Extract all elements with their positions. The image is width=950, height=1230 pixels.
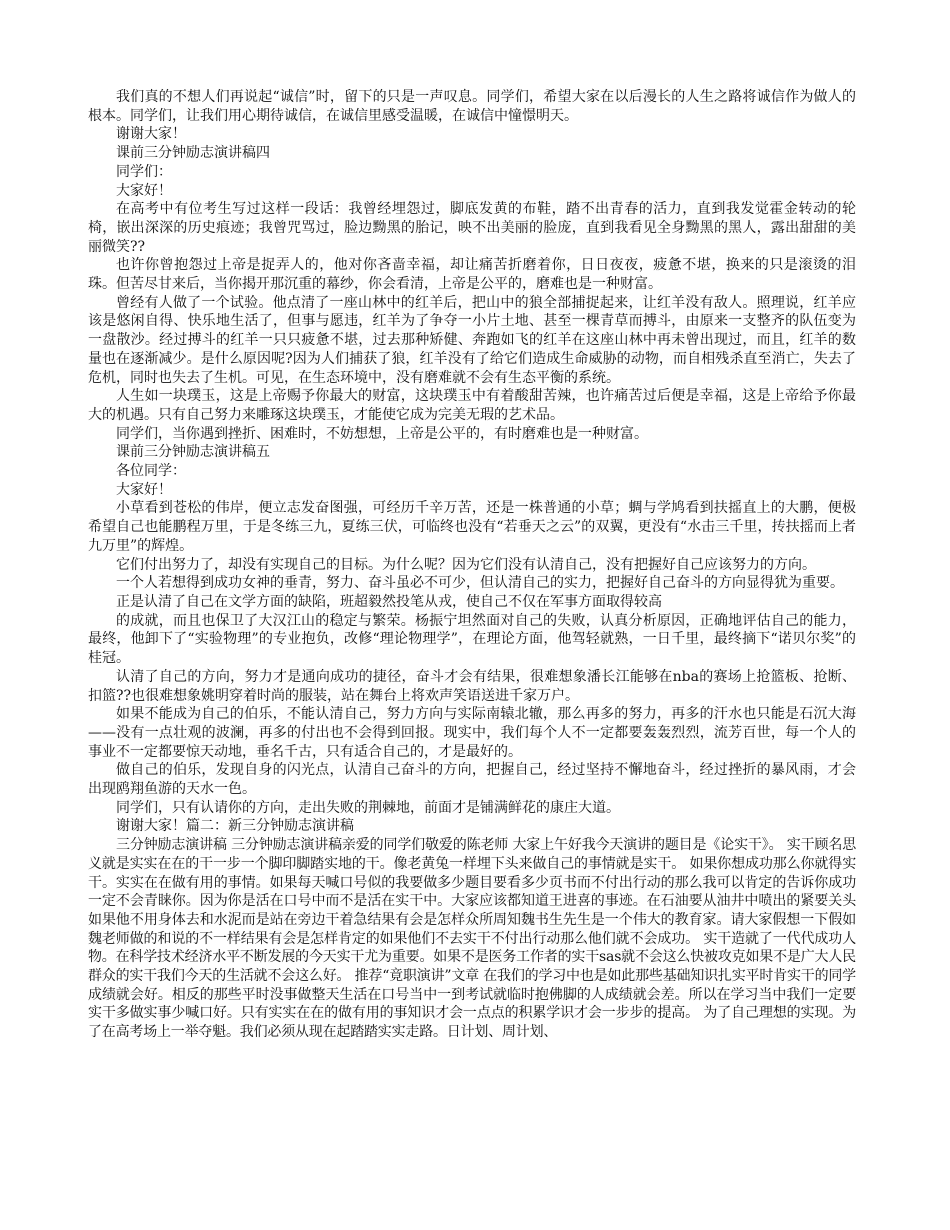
paragraph: 一个人若想得到成功女神的垂青，努力、奋斗虽必不可少，但认清自己的实力，把握好自己奋斗的方向显得犹为重要。 xyxy=(116,575,844,592)
paragraph: 如果不能成为自己的伯乐，不能认清自己，努力方向与实际南辕北辙，那么再多的努力，再多的汗水也只能是石沉大海——没有一点壮观的波澜，再多的付出也不会得到回报。现实中，我们每个人不一定都要轰轰烈烈，流芳百世，每一个人的事业不一定都要惊天动地，垂名千古，只有适合自己的，才是最好的。 xyxy=(88,706,856,760)
paragraph: 认清了自己的方向，努力才是通向成功的捷径，奋斗才会有结果，很难想象潘长江能够在nba的赛场上抢篮板、抢断、扣篮??也很难想象姚明穿着时尚的服装，站在舞台上将欢声笑语送进千家万户。 xyxy=(88,668,856,704)
paragraph: 课前三分钟励志演讲稿四 xyxy=(116,145,270,162)
paragraph: 大家好！ xyxy=(116,481,172,498)
paragraph: 同学们，只有认请你的方向，走出失败的荆棘地，前面才是铺满鲜花的康庄大道。 xyxy=(116,799,620,816)
paragraph: 我们真的不想人们再说起“诚信”时，留下的只是一声叹息。同学们，希望大家在以后漫长的人生之路将诚信作为做人的根本。同学们，让我们用心期待诚信，在诚信里感受温暖，在诚信中憧憬明天。 xyxy=(88,89,856,124)
paragraph: 课前三分钟励志演讲稿五 xyxy=(116,444,270,461)
paragraph: 三分钟励志演讲稿 三分钟励志演讲稿亲爱的同学们敬爱的陈老师 大家上午好我今天演讲的题目是《论实干》。 实干顾名思义就是实实在在的干一步一个脚印脚踏实地的干。像老黄兔一样埋下头来做自己的事情就是实干。 如果你想成功那么你就得实干。实实在在做有用的事情。如果每天喊口号似的我要做多少题目要看多少页书而不付出行动的那么我可以肯定的告诉你成功一定不会青睐你。因为你是活在口号中而不是活在实干中。大家应该都知道王进喜的事迹。在石油要从油井中喷出的紧要关头如果他不用身体去和水泥而是站在旁边干着急结果有会是怎样众所周知魏书生先生是一个伟大的教育家。请大家假想一下假如魏老师做的和说的不一样结果有会是怎样肯定的如果他们不去实干不付出行动那么他们就不会成功。 实干造就了一代代成功人物。在科学技术经济水平不断发展的今天实干尤为重要。如果不是医务工作者的实干sas就不会这么快被攻克如果不是广大人民群众的实干我们今天的生活就不会这么好。 推荐“竟职演讲”文章 在我们的学习中也是如此那些基础知识扎实平时肯实干的同学成绩就会好。相反的那些平时没事做整天生活在口号当中一到考试就临时抱佛脚的人成绩就会差。所以在学习当中我们一定要实干多做实事少喊口好。只有实实在在的做有用的事知识才会一点点的积累学识才会一步步的提高。 为了自己理想的实现。为了在高考场上一举夺魁。我们必须从现在起踏踏实实走路。日计划、周计划、 xyxy=(88,837,856,1041)
paragraph: 做自己的伯乐，发现自身的闪光点，认清自己奋斗的方向，把握自己，经过坚持不懈地奋斗，经过挫折的暴风雨，才会出现鸥翔鱼游的天水一色。 xyxy=(88,762,856,798)
paragraph: 谢谢大家！ xyxy=(116,126,186,143)
paragraph: 大家好！ xyxy=(116,182,172,199)
paragraph: 它们付出努力了，却没有实现自己的目标。为什么呢？因为它们没有认清自己，没有把握好自己应该努力的方向。 xyxy=(116,556,816,573)
paragraph: 人生如一块璞玉，这是上帝赐予你最大的财富，这块璞玉中有着酸甜苦辣，也许痛苦过后便是幸福，这是上帝给予你最大的机遇。只有自己努力来雕琢这块璞玉，才能使它成为完美无瑕的艺术品。 xyxy=(88,388,856,423)
paragraph: 各位同学： xyxy=(116,463,186,480)
paragraph: 在高考中有位考生写过这样一段话：我曾经埋怨过，脚底发黄的布鞋，踏不出青春的活力，直到我发觉霍金转动的轮椅，嵌出深深的历史痕迹；我曾咒骂过，脸边黝黑的胎记，映不出美丽的脸庞，直到我看见全身黝黑的黑人，露出甜甜的美丽微笑?? xyxy=(88,201,856,255)
paragraph: 的成就，而且也保卫了大汉江山的稳定与繁荣。杨振宁坦然面对自己的失败，认真分析原因，正确地评估自己的能力，最终，他卸下了“实验物理”的专业抱负，改修“理论物理学”，在理论方面，他驾轻就熟，一日千里，最终摘下“诺贝尔奖”的桂冠。 xyxy=(88,612,856,667)
paragraph: 曾经有人做了一个试验。他点清了一座山林中的红羊后，把山中的狼全部捕捉起来，让红羊没有敌人。照理说，红羊应该是悠闲自得、快乐地生活了，但事与愿违，红羊为了争夺一小片土地、甚至一棵青草而搏斗，由原来一支整齐的队伍变为一盘散沙。经过搏斗的红羊一只只疲惫不堪，过去那种矫健、奔跑如飞的红羊在这座山林中再未曾出现过，而且，红羊的数量也在逐渐减少。是什么原因呢?因为人们捕获了狼，红羊没有了给它们造成生命威胁的动物，而自相残杀直至消亡，失去了危机，同时也失去了生机。可见，在生态环境中，没有磨难就不会有生态平衡的系统。 xyxy=(88,294,856,386)
paragraph: 谢谢大家！篇二：新三分钟励志演讲稿 xyxy=(116,818,354,835)
paragraph: 也许你曾抱怨过上帝是捉弄人的，他对你吝啬幸福，却让痛苦折磨着你，日日夜夜，疲惫不堪，换来的只是滚烫的泪珠。但苦尽甘来后，当你揭开那沉重的幕纱，你会看清，上帝是公平的，磨难也是一种财富。 xyxy=(88,257,856,293)
paragraph: 同学们： xyxy=(116,163,172,180)
paragraph: 正是认清了自己在文学方面的缺陷，班超毅然投笔从戎，使自己不仅在军事方面取得较高 xyxy=(116,593,662,610)
document-body xyxy=(88,88,856,1042)
paragraph: 小草看到苍松的伟岸，便立志发奋图强，可经历千辛万苦，还是一株普通的小草；蜩与学鸠看到扶摇直上的大鹏，便极希望自己也能鹏程万里，于是冬练三九，夏练三伏，可临终也没有“若垂天之云”的双翼，更没有“水击三千里，抟扶摇而上者九万里”的辉煌。 xyxy=(88,500,856,554)
paragraph: 同学们，当你遇到挫折、困难时，不妨想想，上帝是公平的，有时磨难也是一种财富。 xyxy=(116,425,648,442)
